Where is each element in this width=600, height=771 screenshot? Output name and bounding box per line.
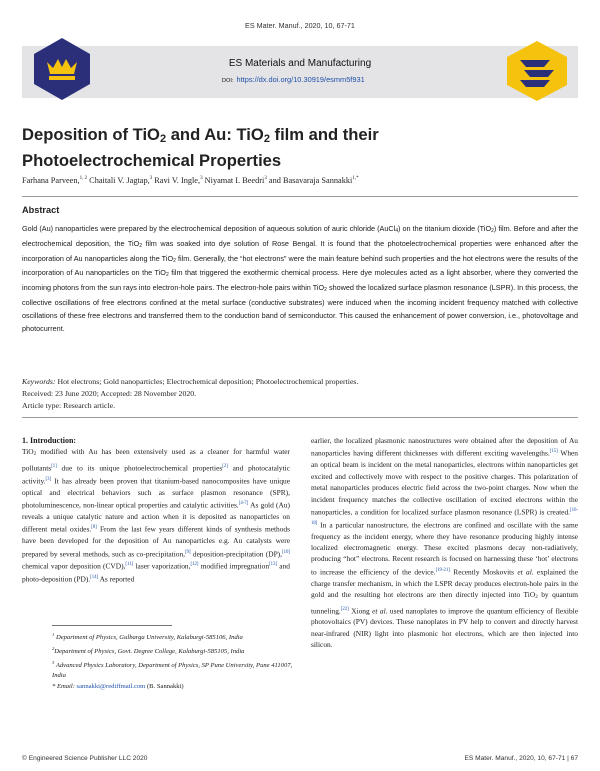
journal-banner (22, 46, 578, 98)
author-list: Farhana Parveen,$^{1, 2}$ Chaitali V. Jagtap,$^3$ Ravi V. Ingle,$^3$ Niyamat I. Beedri$^3$ and Basavaraja Sannakki$^{1,*}$ (22, 176, 359, 185)
abstract-heading: Abstract (22, 205, 60, 215)
footer-citation: ES Mater. Manuf., 2020, 10, 67-71 | 67 (464, 755, 578, 762)
doi-label: DOI: (222, 78, 234, 84)
article-type: Article type: Research article. (22, 401, 116, 410)
left-column (22, 435, 290, 585)
email-link[interactable]: sannakki@rediffmail.com (76, 682, 146, 690)
corresponding-email: * Email: sannakki@rediffmail.com (B. Sannakki) (52, 682, 184, 690)
intro-paragraph-continued: earlier, the localized plasmonic nanostructures were obtained after the deposition of Au nanoparticles having different thicknesses with different exciting wavelengths.[15] When an optical beam is incident on the metal nanoparticles, electrons within nanoparticles get excited and collectively move with respect to the positive charges. This polarization of metal nanoparticles produces electric field across the two-point charges. Now when the incident frequency matches the collective oscillation of excited electrons within the nanoparticles, a condition for localized surface plasmon resonance (LSPR) is created.[16-18] In a particular nanostructure, the electrons are confined and oscillate with the same frequency as the incident energy, where they have resonance producing highly intense localized electromagnetic energy. These excited plasmons decay non-radiatively, producing “hot” electrons. Recent research is focused on harnessing these ‘hot’ electrons to increase the efficiency of the device.[19-21] Recently Moskovits et al. explained the charge transfer mechanism, in which the LSPR decay produces electron-hole pairs in the gold and the resulting hot electrons are then directly injected into TiO$_2$ by quantum tunneling.[22] Xiong et al. used nanoplates to improve the quantum efficiency of flexible photovoltaics (PV) devices. These nanoplates in PV help to convert and directly harvest near-infrared (NIR) light into plasmonic hot electrons, which are then injected into silicon. (311, 436, 578, 650)
doi-link[interactable]: https://dx.doi.org/10.30919/esmm5f931 (236, 75, 365, 84)
footnote-divider (52, 625, 172, 626)
affiliation-1: $^1$ Department of Physics, Gulbarga University, Kalaburgi-585106, India (52, 632, 243, 642)
right-column (311, 435, 578, 651)
intro-paragraph: TiO$_2$ modified with Au has been extensively used as a cleaner for harmful water pollutants[1] due to its unique photoelectrochemical properties[2] and photocatalytic activity.[3] It has already been proven that titanium-based nanocomposites have unique optical and electrical behaviors such as surface plasmon resonance (SPR), photoluminescence, non-linear optical properties and catalytic activities.[4-7] As gold (Au) reveals a unique catalytic nature and action when it is deposited as nanoparticles on different metal oxides.[8] From the last few years different kinds of synthesis methods have been developed for the deposition of Au nanoparticles e.g. Au catalysts were prepared by several methods, such as co-precipitation,[9] deposition-precipitation (DP),[10] chemical vapor deposition (CVD),[11] laser vaporization,[12] modified impregnation[13] and photo-deposition (PD).[14] As reported (22, 447, 290, 584)
running-head: ES Mater. Manuf., 2020, 10, 67-71 (245, 21, 355, 30)
affiliation-3: $^3$ Advanced Physics Laboratory, Department of Physics, SP Pune University, Pune 411007, India (52, 659, 293, 680)
journal-logo-right (504, 40, 570, 102)
affiliation-2: $^2$Department of Physics, Govt. Degree College, Kalaburgi-585105, India (52, 645, 245, 655)
journal-name: ES Materials and Manufacturing (228, 58, 372, 69)
journal-logo-left (30, 37, 94, 101)
footer-copyright: © Engineered Science Publisher LLC 2020 (22, 755, 148, 762)
divider (22, 196, 578, 197)
affiliations (52, 630, 302, 693)
keywords: Keywords: Hot electrons; Gold nanoparticles; Electrochemical deposition; Photoelectrochemical properties. (22, 377, 359, 386)
doi-line (222, 75, 365, 84)
divider (22, 417, 578, 418)
article-title: Deposition of TiO$_2$ and Au: TiO$_2$ film and their Photoelectrochemical Properties (22, 125, 379, 170)
abstract-text: Gold (Au) nanoparticles were prepared by the electrochemical deposition of aqueous solution of auric chloride (AuCl$_4$) on the titanium dioxide (TiO$_2$) film. Before and after the electrochemical deposition, the TiO$_2$ film was soaked into dye solution of Rose Bengal. It is found that the photoelectrochemical properties were enhanced after the incorporation of Au nanoparticles along the TiO$_2$ film. Generally, the “hot electrons” were the main feature behind such properties and the hot electrons were the results of the incorporation of Au nanoparticles on the TiO$_2$ film that triggered the exothermic chemical process. Here dye molecules acted as a light absorber, where they converted the incoming photons from the sun rays into electron-hole pairs. The electron-hole pairs within TiO$_2$ showed the localized surface plasmon resonance (LSPR). In this process, the collective oscillations of free electrons confined at the metal surface (conductive substrates) were induced when the incoming incident frequency matched with collective oscillations of these free electrons and transferred them to the conduction band of semiconductor. This caused the enhancement of power conversion, i.e., photovoltage and photocurrent. (22, 224, 579, 333)
received-dates: Received: 23 June 2020; Accepted: 28 November 2020. (22, 389, 197, 398)
section-heading: 1. Introduction: (22, 436, 77, 445)
